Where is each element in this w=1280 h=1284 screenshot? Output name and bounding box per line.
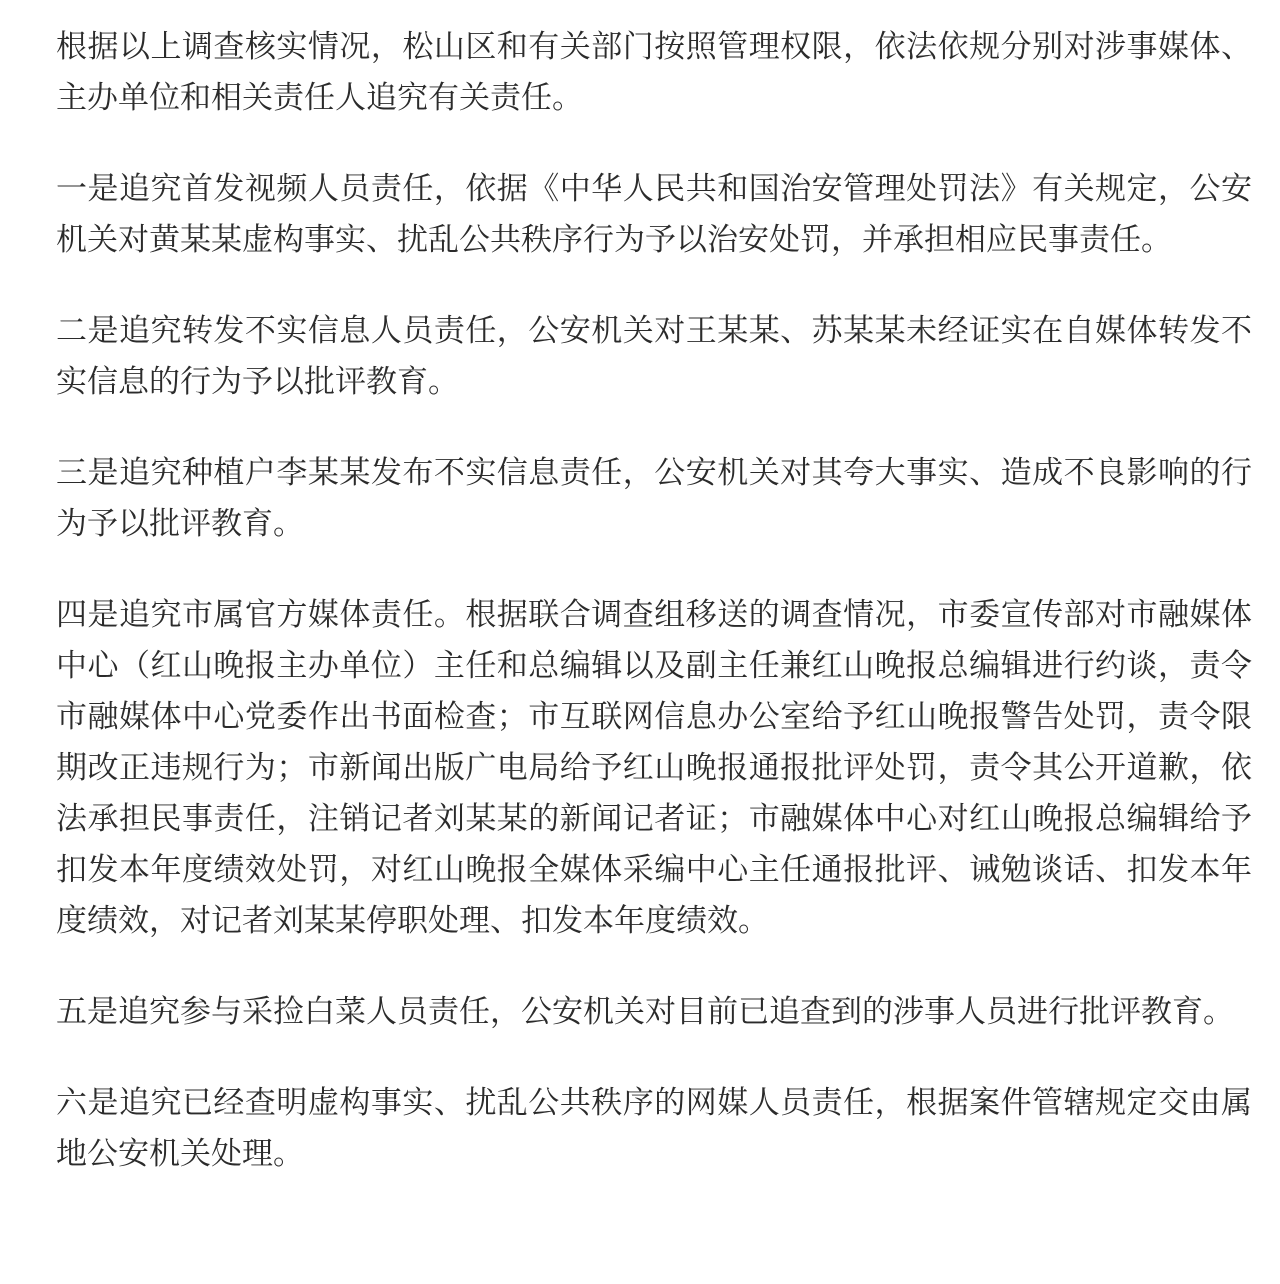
paragraph-item-3: 三是追究种植户李某某发布不实信息责任，公安机关对其夸大事实、造成不良影响的行为予以批评教育。 [56, 455, 1252, 542]
article-body [56, 22, 1252, 1220]
paragraph-item-2: 二是追究转发不实信息人员责任，公安机关对王某某、苏某某未经证实在自媒体转发不实信息的行为予以批评教育。 [56, 313, 1252, 400]
paragraph-item-1: 一是追究首发视频人员责任，依据《中华人民共和国治安管理处罚法》有关规定，公安机关对黄某某虚构事实、扰乱公共秩序行为予以治安处罚，并承担相应民事责任。 [56, 171, 1252, 258]
paragraph-intro: 根据以上调查核实情况，松山区和有关部门按照管理权限，依法依规分别对涉事媒体、主办单位和相关责任人追究有关责任。 [56, 29, 1252, 116]
paragraph-item-4: 四是追究市属官方媒体责任。根据联合调查组移送的调查情况，市委宣传部对市融媒体中心（红山晚报主办单位）主任和总编辑以及副主任兼红山晚报总编辑进行约谈，责令市融媒体中心党委作出书面检查；市互联网信息办公室给予红山晚报警告处罚，责令限期改正违规行为；市新闻出版广电局给予红山晚报通报批评处罚，责令其公开道歉，依法承担民事责任，注销记者刘某某的新闻记者证；市融媒体中心对红山晚报总编辑给予扣发本年度绩效处罚，对红山晚报全媒体采编中心主任通报批评、诫勉谈话、扣发本年度绩效，对记者刘某某停职处理、扣发本年度绩效。 [56, 597, 1252, 939]
paragraph-item-6: 六是追究已经查明虚构事实、扰乱公共秩序的网媒人员责任，根据案件管辖规定交由属地公安机关处理。 [56, 1085, 1252, 1172]
paragraph-item-5: 五是追究参与采捡白菜人员责任，公安机关对目前已追查到的涉事人员进行批评教育。 [56, 994, 1234, 1030]
